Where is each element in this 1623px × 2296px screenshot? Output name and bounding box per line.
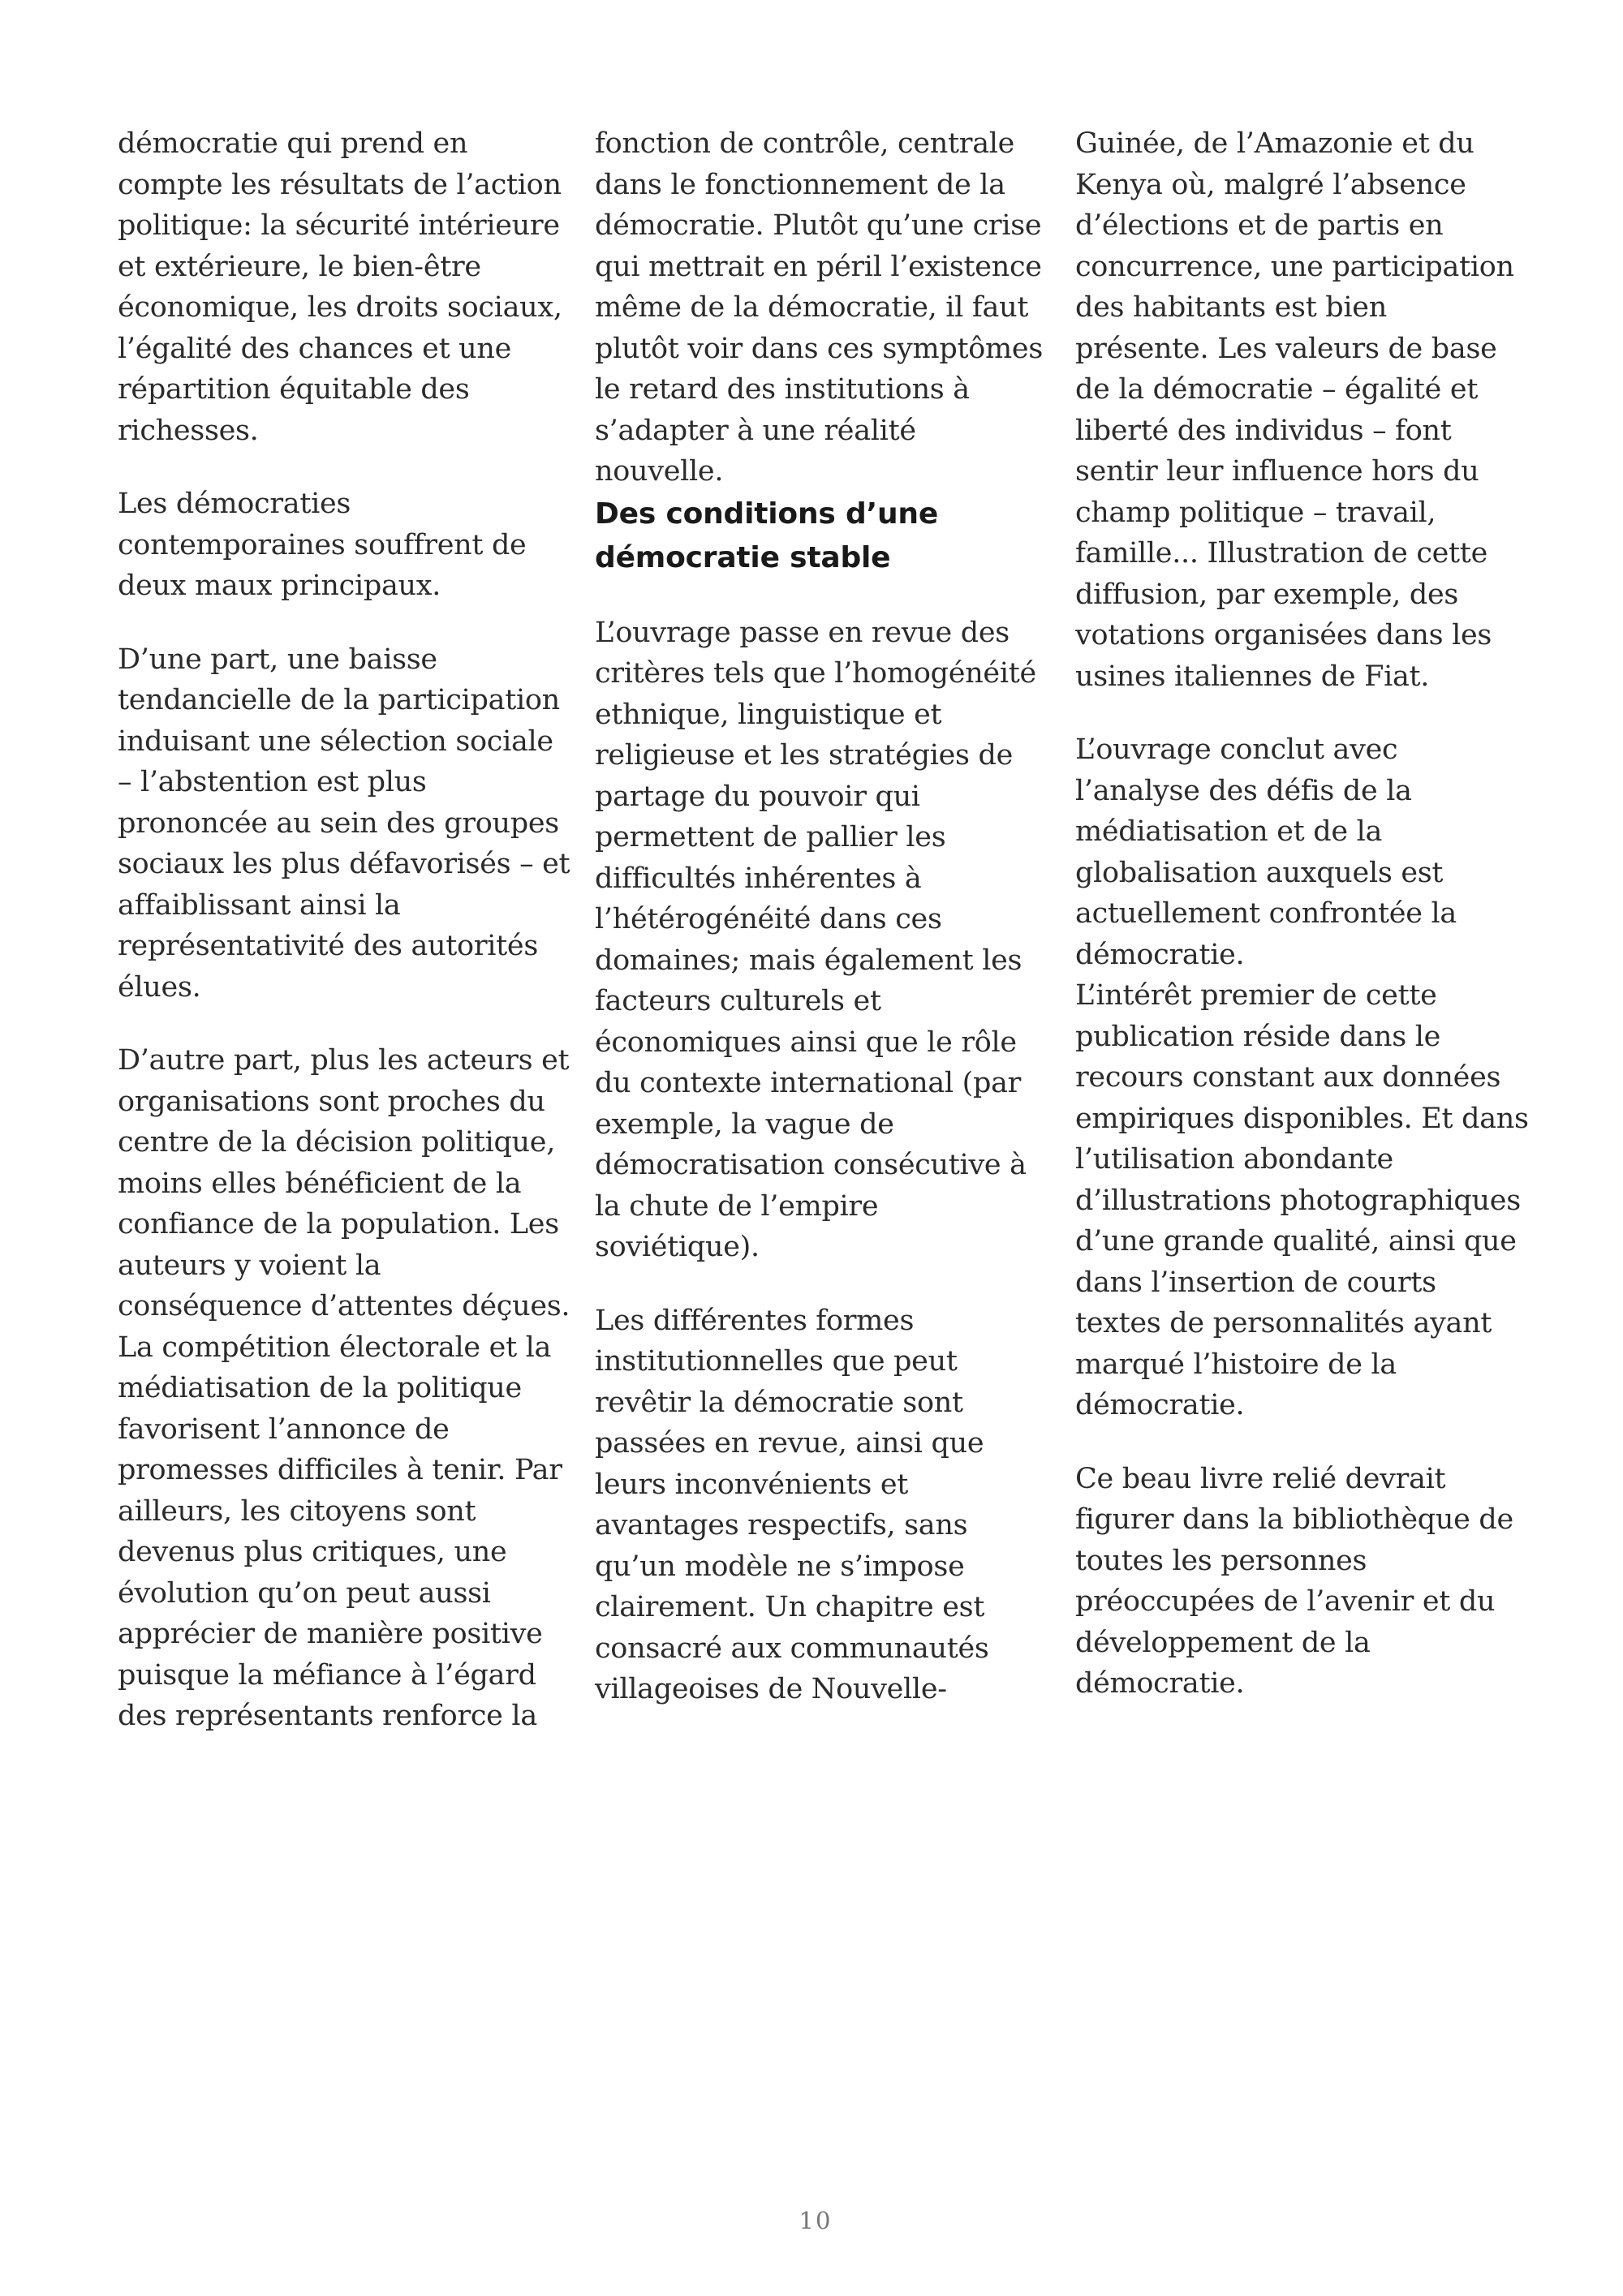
paragraph: Les différentes formes institutionnelles que peut revêtir la démocratie sont passées en revue, ainsi que leurs inconvénients et avantages respectifs, sans qu’un modèle ne s’impose clairement. Un chapitre est consacré aux communautés villageoises de Nouvelle- — [595, 1304, 989, 1705]
paragraph: L’ouvrage passe en revue des critères tels que l’homogénéité ethnique, linguistique et religieuse et les stratégies de partage du pouvoir qui permettent de pallier les difficultés inhérentes à l’hétérogénéité dans ces domaines; mais également les facteurs culturels et économiques ainsi que le rôle du contexte international (par exemple, la vague de démocratisation consécutive à la chute de l’empire soviétique). — [595, 616, 1036, 1263]
paragraph: L’intérêt premier de cette publication réside dans le recours constant aux données empiriques disponibles. Et dans l’utilisation abondante d’illustrations photographiques d’une grande qualité, ainsi que dans l’insertion de courts textes de personnalités ayant marqué l’histoire de la démocratie. — [1075, 979, 1529, 1421]
paragraph: D’une part, une baisse tendancielle de la participation induisant une sélection sociale – l’abstention est plus prononcée au sein des groupes sociaux les plus défavorisés – et affaiblissant ainsi la représentativité des autorités élues. — [118, 643, 570, 1004]
text-column-3 — [1075, 123, 1530, 1737]
paragraph: démocratie qui prend en compte les résultats de l’action politique: la sécurité intérieure et extérieure, le bien-être économique, les droits sociaux, l’égalité des chances et une répartition équitable des richesses. — [118, 127, 562, 447]
paragraph: Les démocraties contemporaines souffrent de deux maux principaux. — [118, 488, 527, 602]
paragraph: D’autre part, plus les acteurs et organisations sont proches du centre de la décision politique, moins elles bénéficient de la confiance de la population. Les auteurs y voient la conséquence d’attentes déçues. La compétition électorale et la médiatisation de la politique favorisent l’annonce de promesses difficiles à tenir. Par ailleurs, les citoyens sont devenus plus critiques, une évolution qu’on peut aussi apprécier de manière positive puisque la méfiance à l’égard des représentants renforce la — [118, 1044, 570, 1732]
section-heading: Des conditions d’une démocratie stable — [595, 497, 939, 574]
paragraph: Guinée, de l’Amazonie et du Kenya où, malgré l’absence d’élections et de partis en concurrence, une participation des habitants est bien présente. Les valeurs de base de la démocratie – égalité et liberté des individus – font sentir leur influence hors du champ politique – travail, famille... Illustration de cette diffusion, par exemple, des votations organisées dans les usines italiennes de Fiat. — [1075, 127, 1514, 693]
text-column-2 — [595, 123, 1049, 1743]
paragraph: Ce beau livre relié devrait figurer dans la bibliothèque de toutes les personnes préoccupées de l’avenir et du développement de la démocratie. — [1075, 1462, 1513, 1700]
page-number: 10 — [799, 2207, 833, 2234]
paragraph: L’ouvrage conclut avec l’analyse des défis de la médiatisation et de la globalisation auxquels est actuellement confrontée la démocratie. — [1075, 733, 1457, 971]
paragraph: fonction de contrôle, centrale dans le fonctionnement de la démocratie. Plutôt qu’une crise qui mettrait en péril l’existence même de la démocratie, il faut plutôt voir dans ces symptômes le retard des institutions à s’adapter à une réalité nouvelle. — [595, 127, 1043, 488]
text-column-1 — [118, 123, 572, 1769]
